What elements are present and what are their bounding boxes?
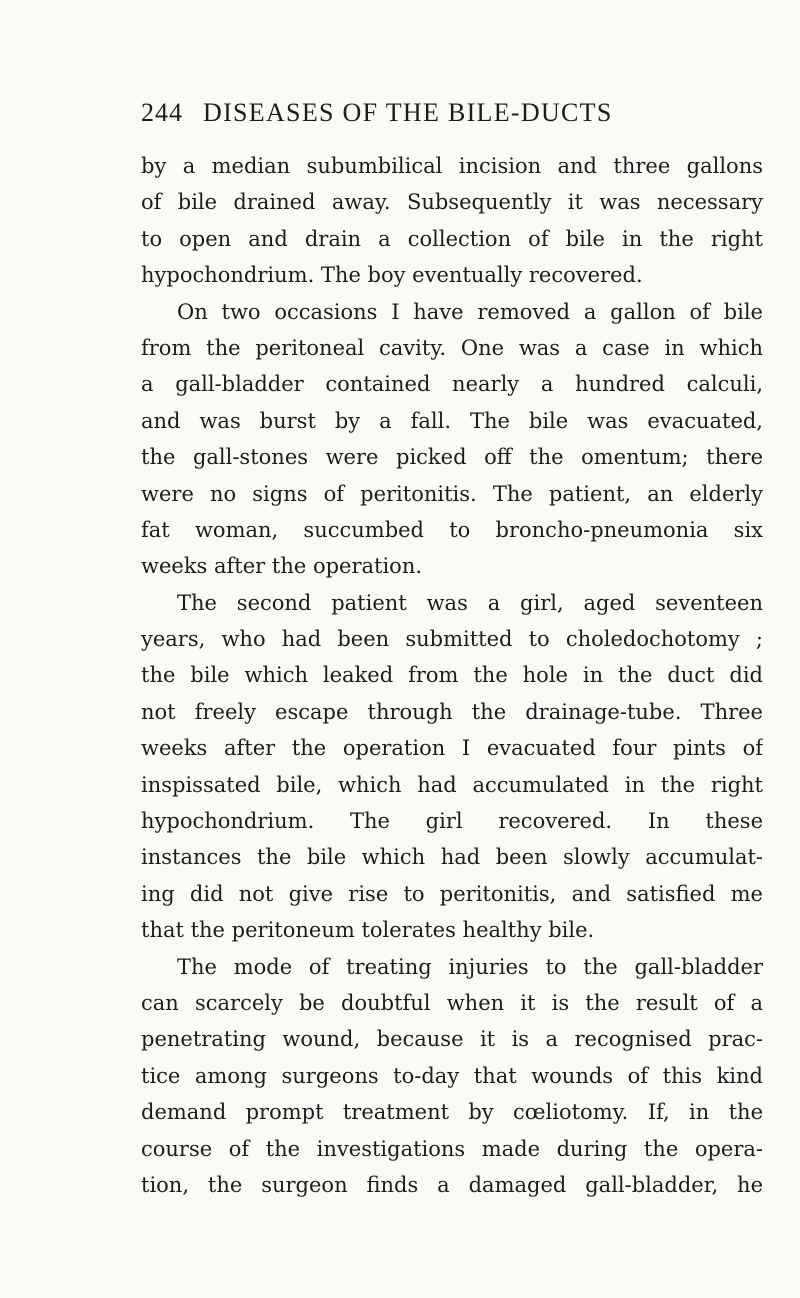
text-line: can scarcely be doubtful when it is the result of a [141,990,763,1015]
text-line: demand prompt treatment by cœliotomy. If, in the [141,1100,763,1125]
running-head: DISEASES OF THE BILE-DUCTS [203,98,613,127]
text-line: hypochondrium. The girl recovered. In these [141,809,763,834]
text-line: penetrating wound, because it is a recognised prac- [141,1027,763,1052]
text-line: The second patient was a girl, aged seventeen [177,590,763,615]
body-text [141,148,763,1203]
text-line: tion, the surgeon finds a damaged gall-bladder, he [141,1172,763,1197]
text-line: and was burst by a fall. The bile was evacuated, [141,408,763,433]
page-number: 244 [141,98,183,127]
text-line: from the peritoneal cavity. One was a case in which [141,335,763,360]
text-line: weeks after the operation I evacuated four pints of [141,736,763,761]
text-line: The mode of treating injuries to the gall-bladder [177,954,763,979]
text-line: to open and drain a collection of bile in the right [141,226,763,251]
text-line: not freely escape through the drainage-tube. Three [141,699,763,724]
text-line: ing did not give rise to peritonitis, and satisfied me [141,881,763,906]
text-line: that the peritoneum tolerates healthy bile. [141,918,595,943]
text-line: fat woman, succumbed to broncho-pneumonia six [141,517,763,542]
text-line: years, who had been submitted to choledochotomy ; [141,627,763,652]
text-line: weeks after the operation. [141,554,423,579]
text-line: On two occasions I have removed a gallon of bile [177,299,763,324]
text-line: tice among surgeons to-day that wounds of this kind [141,1063,763,1088]
page-header [141,98,761,138]
text-line: the bile which leaked from the hole in the duct did [141,663,763,688]
text-line: were no signs of peritonitis. The patient, an elderly [141,481,763,506]
text-line: the gall-stones were picked off the omentum; there [141,445,763,470]
text-line: a gall-bladder contained nearly a hundred calculi, [141,372,763,397]
text-line: of bile drained away. Subsequently it was necessary [141,190,763,215]
text-line: hypochondrium. The boy eventually recovered. [141,263,643,288]
text-line: instances the bile which had been slowly accumulat- [141,845,763,870]
text-line: by a median subumbilical incision and three gallons [141,154,763,178]
text-line: inspissated bile, which had accumulated in the right [141,772,763,797]
text-line: course of the investigations made during the opera- [141,1136,763,1161]
